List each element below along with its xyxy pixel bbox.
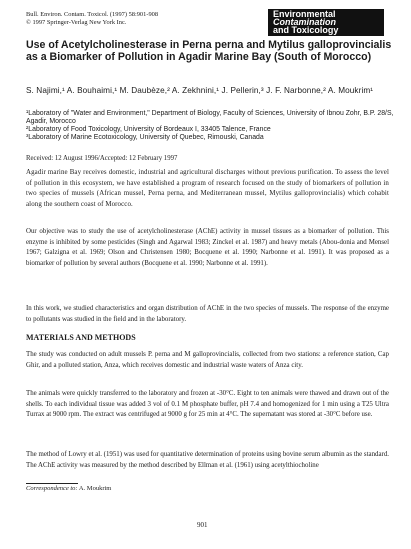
paragraph-scope: In this work, we studied characteristics and organ distribution of AChE in the two species of mussels. The response of the enzyme to pollutants was studied in the field and in the laboratory. — [26, 305, 389, 323]
affiliation-2: ²Laboratory of Food Toxicology, University of Bordeaux I, 33405 Talence, France — [26, 126, 271, 134]
correspondence-name: A. Moukrim — [78, 485, 112, 492]
correspondence-note — [26, 485, 111, 492]
journal-citation: Bull. Environ. Contam. Toxicol. (1997) 58:901-908 — [26, 11, 159, 18]
correspondence-label: Correspondence to: — [26, 485, 78, 492]
paragraph-sample-prep: The animals were quickly transferred to the laboratory and frozen at -30°C. Eight to ten animals were thawed and drawn out of the shells. To each individual tissue was added 3 vol of 0.1 M phosphate buffer, pH 7.4 and homogenized for 1 min using a T25 Ultra Turrax at 9000 rpm. The extract was centrifuged at 9000 g for 25 min at 4°C. The supernatant was stored at -30°C before use. — [26, 390, 389, 419]
paragraph-method: The method of Lowry et al. (1951) was used for quantitative determination of proteins using bovine serum albumin as the standard. The AChE activity was measured by the method described by Ellman et al. (1961) using acetylthiocholine — [26, 451, 389, 469]
affiliation-1: ¹Laboratory of "Water and Environment," Department of Biology, Faculty of Sciences, University of Ibnou Zohr, B.P. 28/S, Agadir, Morocco — [26, 110, 394, 126]
journal-header — [26, 11, 158, 27]
footnote-divider — [26, 483, 78, 484]
paper-title: Use of Acetylcholinesterase in Perna perna and Mytilus galloprovincialis as a Biomarker of Pollution in Agadir Marine Bay (South of Morocco) — [26, 39, 392, 63]
section-heading: MATERIALS AND METHODS — [26, 333, 136, 342]
logo-line-1: Environmental — [273, 9, 336, 19]
affiliations — [26, 110, 396, 142]
paragraph-objective: Our objective was to study the use of acetylcholinesterase (AChE) activity in mussel tissues as a biomarker of pollution. This enzyme is inhibited by some pesticides (Singh and Agarwal 1983; Zinckel et al. 1987) and heavy metals (Abou-donia and Mensel 1967; Galzigna et al. 1969; Olson and Christensen 1980; Bocquene et al. 1990; Narbonne et al. 1991). It was proposed as a biomarker of pollution by several authors (Bocquene et al. 1990; Narbonne et al. 1991). — [26, 228, 389, 268]
paragraph-study-site: The study was conducted on adult mussels P. perna and M galloprovincialis, collected from two stations: a reference station, Cap Ghir, and a polluted station, Anza, which receives domestic and industrial waste waters of Anza city. — [26, 351, 389, 369]
affiliation-3: ³Laboratory of Marine Ecotoxicology, University of Quebec, Rimouski, Canada — [26, 134, 264, 142]
page-number: 901 — [197, 521, 208, 529]
paragraph-intro: Agadir marine Bay receives domestic, industrial and agricultural discharges without previous purification. To assess the level of pollution in this ecosystem, we have established a program of research focused on the study of biomarkers of pollution in two species of mussels (African mussel, Perna perna, and Mediterranean mussel, Mytilus galloprovincialis) which cohabit along the southern coast of Morocco. — [26, 169, 389, 209]
logo-line-2: Contamination — [273, 17, 336, 27]
logo-line-3: and Toxicology — [273, 25, 339, 35]
copyright-line: © 1997 Springer-Verlag New York Inc. — [26, 19, 127, 27]
journal-logo — [268, 9, 384, 36]
received-dates: Received: 12 August 1996/Accepted: 12 February 1997 — [26, 155, 178, 162]
author-list: S. Najimi,¹ A. Bouhaimi,¹ M. Daubèze,² A. Zekhnini,¹ J. Pellerin,³ J. F. Narbonne,² A. Moukrim¹ — [26, 86, 374, 95]
